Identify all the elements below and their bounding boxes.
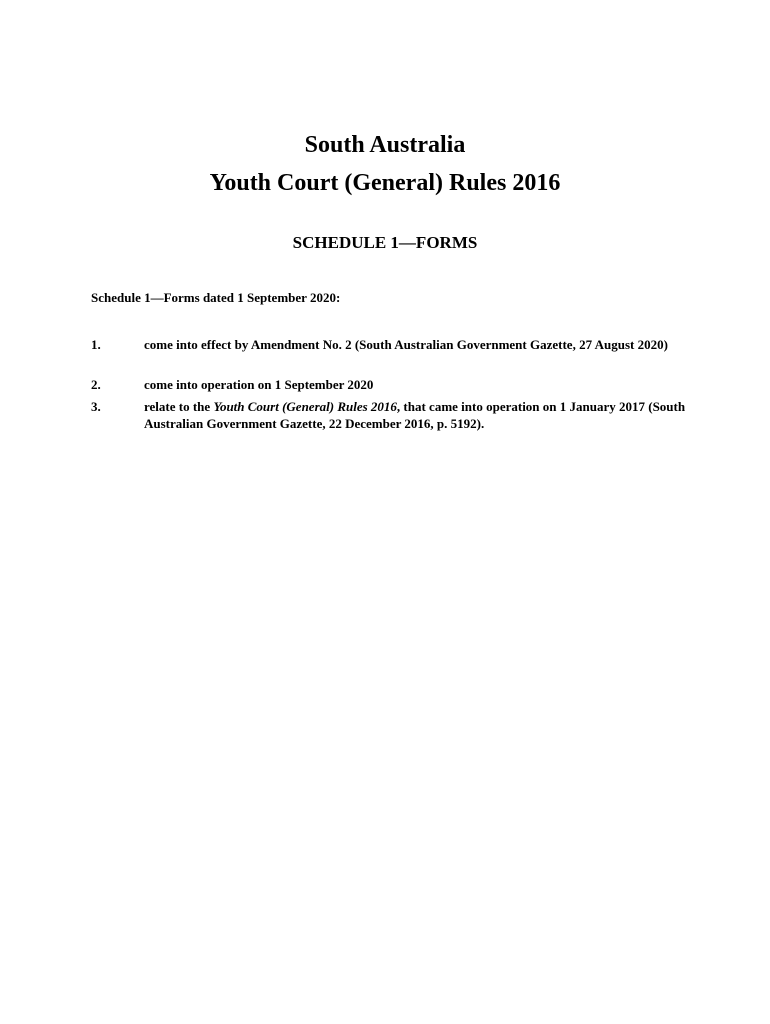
schedule-intro: Schedule 1—Forms dated 1 September 2020: xyxy=(91,290,341,305)
rules-citation-italic: Youth Court (General) Rules 2016 xyxy=(213,399,397,414)
rules-title: Youth Court (General) Rules 2016 xyxy=(209,170,561,196)
list-item-text xyxy=(144,398,689,432)
list-item-number: 3. xyxy=(91,399,101,414)
list-item-text: come into effect by Amendment No. 2 (South Australian Government Gazette, 27 August 2020) xyxy=(144,337,668,352)
list-item-number: 1. xyxy=(91,337,101,352)
list-item-number: 2. xyxy=(91,377,101,392)
list-item-text: come into operation on 1 September 2020 xyxy=(144,377,374,392)
schedule-heading: SCHEDULE 1—FORMS xyxy=(292,233,478,252)
list-item-text-start: relate to the xyxy=(144,399,214,414)
jurisdiction-title: South Australia xyxy=(304,132,466,158)
list-item-text-end: , that came into operation on 1 January 2017 (South Australian Government Gazette, 22 December 2016, p. 5192). xyxy=(144,399,686,431)
